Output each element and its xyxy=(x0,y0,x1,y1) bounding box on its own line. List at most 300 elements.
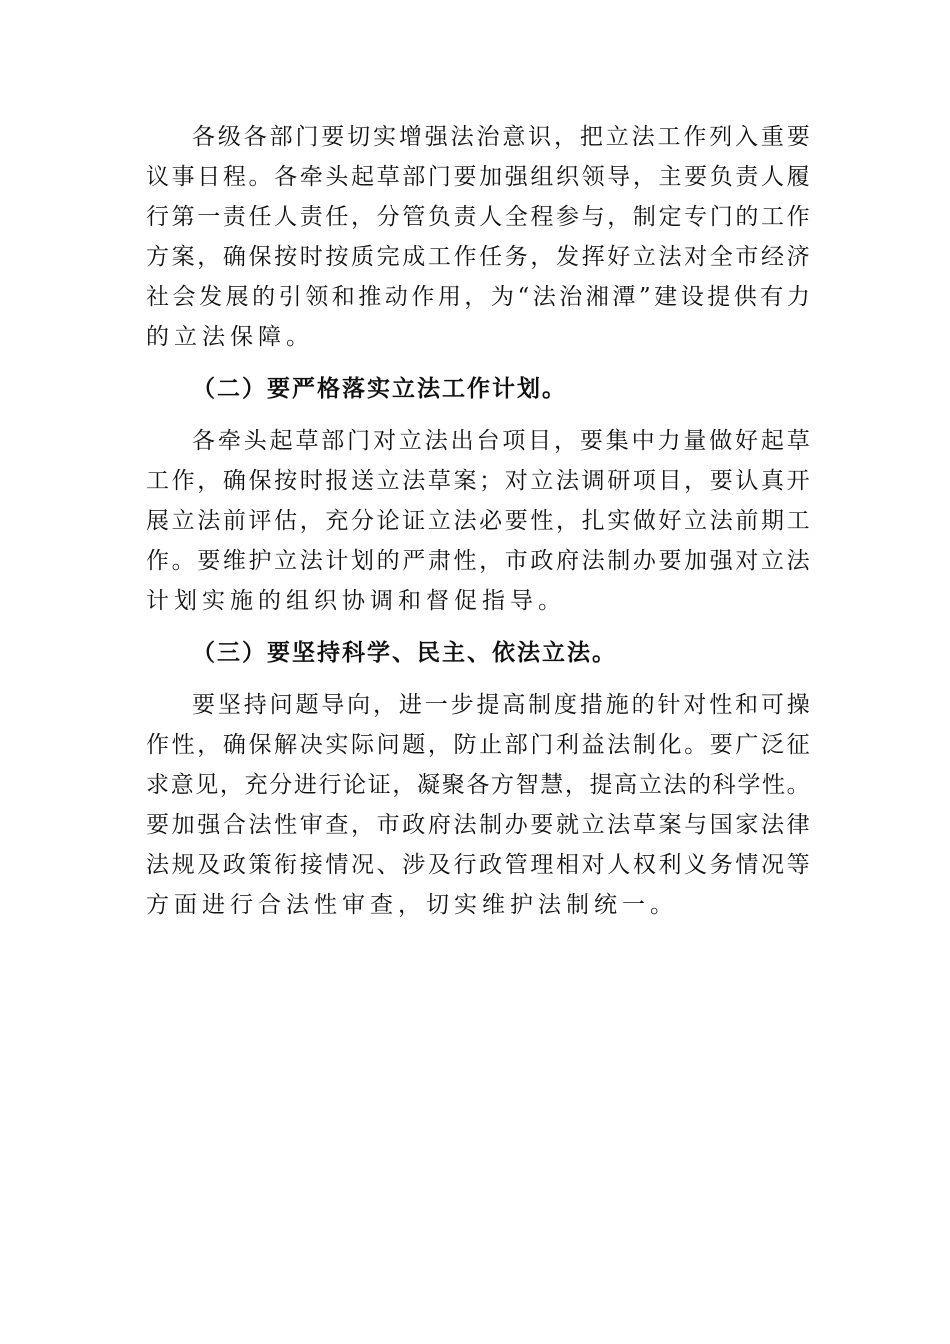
text-char: 市 xyxy=(504,548,528,574)
text-char: 泛 xyxy=(761,732,784,758)
text-char: 案 xyxy=(453,468,477,494)
text-char: 好 xyxy=(735,428,759,454)
section-heading-3: （三）要坚持科学、民主、依法立法。 xyxy=(192,639,617,666)
text-char: 分 xyxy=(376,204,400,230)
text-char: 理 xyxy=(530,852,554,878)
text-char: 必 xyxy=(479,508,503,534)
text-char: 聚 xyxy=(441,772,465,798)
text-char: 见 xyxy=(195,772,219,798)
text-char: 要 xyxy=(321,124,345,150)
text-line: 方面进行合法性审查，切实维护法制统一。 xyxy=(146,892,678,918)
text-char: 立 xyxy=(684,508,708,534)
text-char: 务 xyxy=(709,852,733,878)
text-char: 要 xyxy=(453,164,477,190)
text-char: 要 xyxy=(786,124,810,150)
text-char: 责 xyxy=(222,204,246,230)
text-char: 起 xyxy=(269,428,293,454)
text-char: 方 xyxy=(490,772,514,798)
text-char: 实 xyxy=(607,508,631,534)
text-line xyxy=(146,237,810,277)
text-char: 智 xyxy=(515,772,539,798)
text-char: 强 xyxy=(504,164,528,190)
text-char: 操 xyxy=(786,692,810,718)
text-char: 领 xyxy=(305,284,329,310)
text-char: 增 xyxy=(398,124,422,150)
text-char: 作 xyxy=(786,204,810,230)
text-char: 门 xyxy=(427,164,451,190)
text-char: 部 xyxy=(269,124,293,150)
text-char: 利 xyxy=(658,852,682,878)
text-char: 牵 xyxy=(299,164,323,190)
text-char: 门 xyxy=(709,204,733,230)
text-char: 展 xyxy=(225,284,249,310)
text-char: 要 xyxy=(197,548,221,574)
text-char: 法 xyxy=(424,428,448,454)
text-char: 管 xyxy=(402,204,426,230)
text-char: 要 xyxy=(579,428,603,454)
text-char: 衔 xyxy=(274,852,298,878)
text-char: ， xyxy=(373,692,397,718)
text-char: 起 xyxy=(760,428,784,454)
text-char: ， xyxy=(197,244,221,270)
text-char: 性 xyxy=(453,548,477,574)
text-char: 法 xyxy=(556,468,579,494)
text-char: 权 xyxy=(632,852,656,878)
text-char: 级 xyxy=(217,124,241,150)
text-char: 行 xyxy=(453,852,477,878)
text-char: 性 xyxy=(274,812,298,838)
text-char: 法 xyxy=(786,548,810,574)
text-char: 力 xyxy=(786,284,810,310)
text-char: 立 xyxy=(638,772,662,798)
text-char: 肃 xyxy=(427,548,451,574)
text-char: 义 xyxy=(684,852,708,878)
text-char: 入 xyxy=(735,124,759,150)
text-char: 草 xyxy=(376,164,400,190)
text-char: 部 xyxy=(321,428,345,454)
text-char: 和 xyxy=(331,284,355,310)
text-char: 案 xyxy=(171,244,195,270)
text-char: 潭 xyxy=(612,284,636,310)
text-char: ； xyxy=(479,468,503,494)
text-char: 工 xyxy=(657,124,681,150)
text-line xyxy=(146,461,810,501)
text-char: 目 xyxy=(528,428,552,454)
text-line: 的立法保障。 xyxy=(146,324,314,350)
text-char: ， xyxy=(427,732,451,758)
text-char: 法 xyxy=(146,852,169,878)
text-char: 挥 xyxy=(581,244,605,270)
text-char: 主 xyxy=(658,164,682,190)
text-line xyxy=(146,725,810,765)
text-char: 提 xyxy=(707,284,731,310)
text-char: 立 xyxy=(605,124,629,150)
text-char: 针 xyxy=(657,692,681,718)
text-char: 况 xyxy=(761,852,784,878)
text-char: 人 xyxy=(274,204,298,230)
text-char: 提 xyxy=(476,692,500,718)
text-char: 完 xyxy=(376,244,400,270)
text-char: 第 xyxy=(171,204,195,230)
text-char: 办 xyxy=(632,548,656,574)
text-char: 方 xyxy=(146,244,169,270)
text-char: 量 xyxy=(683,428,707,454)
text-char: 门 xyxy=(295,124,319,150)
text-char: 对 xyxy=(683,692,707,718)
text-char: 作 xyxy=(683,124,707,150)
text-char: 责 xyxy=(453,204,477,230)
text-line xyxy=(146,117,810,157)
document-body xyxy=(146,117,810,925)
text-char: ， xyxy=(479,548,503,574)
text-char: 高 xyxy=(502,692,526,718)
text-char: 法 xyxy=(450,124,474,150)
text-char: 法 xyxy=(299,548,323,574)
text-char: 研 xyxy=(607,468,631,494)
text-char: 严 xyxy=(402,548,426,574)
text-char: ， xyxy=(554,428,578,454)
text-char: 高 xyxy=(614,772,638,798)
text-char: 工 xyxy=(761,204,784,230)
text-char: 划 xyxy=(351,548,374,574)
text-char: 广 xyxy=(735,732,759,758)
text-char: 务 xyxy=(504,244,528,270)
text-char: 性 xyxy=(530,508,554,534)
text-char: 认 xyxy=(735,468,759,494)
text-char: 领 xyxy=(581,164,605,190)
text-char: 制 xyxy=(607,548,631,574)
text-char: ” xyxy=(638,284,651,310)
text-char: 对 xyxy=(581,852,605,878)
text-char: 行 xyxy=(146,204,169,230)
text-line xyxy=(146,685,810,725)
text-char: 情 xyxy=(325,852,349,878)
text-char: 各 xyxy=(466,772,490,798)
text-char: 强 xyxy=(709,548,733,574)
text-char: 措 xyxy=(579,692,603,718)
text-char: 参 xyxy=(556,204,579,230)
text-char: 期 xyxy=(761,508,784,534)
text-char: 人 xyxy=(607,852,631,878)
text-char: 草 xyxy=(295,428,319,454)
text-char: 对 xyxy=(504,468,528,494)
text-char: 与 xyxy=(684,812,708,838)
text-char: ， xyxy=(554,124,578,150)
text-char: 项 xyxy=(502,428,526,454)
text-char: 湘 xyxy=(585,284,609,310)
text-char: 持 xyxy=(243,692,267,718)
text-char: 作 xyxy=(146,548,169,574)
text-char: 充 xyxy=(244,772,268,798)
text-char: 任 xyxy=(325,204,349,230)
text-char: 法 xyxy=(453,812,477,838)
text-char: 保 xyxy=(248,468,272,494)
text-char: 门 xyxy=(347,428,371,454)
text-char: 府 xyxy=(427,812,451,838)
text-char: 的 xyxy=(376,548,400,574)
text-char: 为 xyxy=(490,284,514,310)
text-char: 国 xyxy=(709,812,733,838)
text-char: 立 xyxy=(581,812,605,838)
text-char: ， xyxy=(219,772,243,798)
text-char: 作 xyxy=(146,732,169,758)
text-char: 全 xyxy=(709,244,733,270)
text-char: 发 xyxy=(556,244,579,270)
text-char: 问 xyxy=(269,692,293,718)
text-char: 头 xyxy=(325,164,349,190)
text-char: 立 xyxy=(632,244,656,270)
text-char: 责 xyxy=(735,164,759,190)
text-char: 社 xyxy=(146,284,169,310)
text-char: 工 xyxy=(786,508,810,534)
text-char: 作 xyxy=(453,244,477,270)
text-char: 目 xyxy=(658,468,682,494)
text-char: ， xyxy=(684,468,708,494)
text-char: 政 xyxy=(530,548,554,574)
text-char: 送 xyxy=(351,468,374,494)
text-char: 要 xyxy=(504,508,528,534)
text-char: 议 xyxy=(146,164,169,190)
text-char: 向 xyxy=(347,692,371,718)
text-char: 解 xyxy=(274,732,298,758)
text-char: 利 xyxy=(556,732,579,758)
text-char: 会 xyxy=(172,284,196,310)
text-char: 法 xyxy=(607,732,631,758)
text-char: 各 xyxy=(192,124,215,150)
text-char: 织 xyxy=(556,164,579,190)
text-char: ， xyxy=(197,468,221,494)
text-char: 立 xyxy=(427,508,451,534)
text-char: 一 xyxy=(197,204,221,230)
text-char: 有 xyxy=(760,284,784,310)
text-char: ， xyxy=(632,164,656,190)
text-char: 前 xyxy=(222,508,246,534)
text-char: 确 xyxy=(222,244,246,270)
text-char: 题 xyxy=(295,692,319,718)
text-char: 的 xyxy=(631,692,655,718)
text-char: 家 xyxy=(735,812,759,838)
text-char: 要 xyxy=(530,812,554,838)
text-char: 强 xyxy=(424,124,448,150)
text-char: 步 xyxy=(450,692,474,718)
text-char: 程 xyxy=(222,164,246,190)
text-char: 。 xyxy=(684,732,708,758)
text-char: 意 xyxy=(502,124,526,150)
text-char: 止 xyxy=(479,732,503,758)
text-char: 发 xyxy=(199,284,223,310)
text-char: 证 xyxy=(402,508,426,534)
text-char: 做 xyxy=(709,428,733,454)
text-char: 法 xyxy=(658,244,682,270)
text-char: 项 xyxy=(632,468,656,494)
text-char: ， xyxy=(351,812,374,838)
text-char: 、 xyxy=(376,852,400,878)
text-char: 证 xyxy=(367,772,391,798)
text-char: 要 xyxy=(192,692,215,718)
text-char: 要 xyxy=(146,812,169,838)
text-line xyxy=(146,805,810,845)
text-char: 部 xyxy=(504,732,528,758)
text-char: 。 xyxy=(248,164,272,190)
text-char: 可 xyxy=(760,692,784,718)
text-char: 治 xyxy=(476,124,500,150)
text-char: 意 xyxy=(170,772,194,798)
text-char: 保 xyxy=(248,244,272,270)
text-char: 加 xyxy=(171,812,195,838)
text-char: 凝 xyxy=(417,772,441,798)
text-char: 前 xyxy=(735,508,759,534)
text-char: 时 xyxy=(299,468,323,494)
text-char: 立 xyxy=(376,468,400,494)
text-char: 审 xyxy=(299,812,323,838)
paragraph-legislative-awareness xyxy=(146,117,810,357)
text-char: 开 xyxy=(786,468,810,494)
text-char: 府 xyxy=(556,548,579,574)
text-char: 学 xyxy=(737,772,761,798)
text-char: 调 xyxy=(581,468,605,494)
text-char: 识 xyxy=(528,124,552,150)
text-char: 进 xyxy=(293,772,317,798)
text-char: “ xyxy=(517,284,530,310)
text-char: 对 xyxy=(373,428,397,454)
text-char: 行 xyxy=(318,772,342,798)
text-char: 导 xyxy=(607,164,631,190)
text-char: 制 xyxy=(632,204,656,230)
text-char: 做 xyxy=(632,508,656,534)
text-char: 等 xyxy=(786,852,810,878)
text-char: 就 xyxy=(556,812,579,838)
text-char: 集 xyxy=(605,428,629,454)
text-char: ， xyxy=(197,732,221,758)
text-char: 情 xyxy=(735,852,759,878)
text-char: 部 xyxy=(402,164,426,190)
text-char: 治 xyxy=(559,284,583,310)
text-char: 市 xyxy=(376,812,400,838)
text-char: 论 xyxy=(343,772,367,798)
text-char: 中 xyxy=(631,428,655,454)
text-char: 法 xyxy=(453,508,477,534)
text-char: ， xyxy=(351,204,374,230)
text-char: 人 xyxy=(479,204,503,230)
text-line xyxy=(146,421,810,461)
text-char: 法 xyxy=(709,508,733,534)
text-char: 出 xyxy=(450,428,474,454)
text-char: 评 xyxy=(248,508,272,534)
text-char: 护 xyxy=(248,548,272,574)
text-char: 论 xyxy=(376,508,400,534)
text-char: 成 xyxy=(402,244,426,270)
text-char: 头 xyxy=(243,428,267,454)
text-char: 法 xyxy=(631,124,655,150)
text-char: 制 xyxy=(479,812,503,838)
text-char: 。 xyxy=(171,548,195,574)
text-char: 切 xyxy=(347,124,371,150)
text-char: 确 xyxy=(222,732,246,758)
text-char: 慧 xyxy=(540,772,564,798)
paragraph-implement-plan xyxy=(146,421,810,621)
text-char: 要 xyxy=(658,548,682,574)
text-char: 的 xyxy=(688,772,712,798)
text-char: 合 xyxy=(222,812,246,838)
text-line: 计划实施的组织协调和督促指导。 xyxy=(146,588,566,614)
text-char: 计 xyxy=(325,548,349,574)
text-line xyxy=(146,501,810,541)
text-char: 际 xyxy=(351,732,374,758)
text-char: 立 xyxy=(171,508,195,534)
text-char: 决 xyxy=(299,732,323,758)
text-char: 。 xyxy=(786,772,810,798)
text-char: 保 xyxy=(248,732,272,758)
text-char: 各 xyxy=(274,164,298,190)
text-char: 质 xyxy=(351,244,374,270)
text-char: 办 xyxy=(504,812,528,838)
text-char: 各 xyxy=(192,428,215,454)
text-char: 建 xyxy=(654,284,678,310)
text-char: 法 xyxy=(532,284,556,310)
text-char: 经 xyxy=(761,244,784,270)
text-char: 负 xyxy=(427,204,451,230)
text-char: 策 xyxy=(248,852,272,878)
text-char: 问 xyxy=(376,732,400,758)
text-char: 事 xyxy=(171,164,195,190)
text-char: 各 xyxy=(243,124,267,150)
text-char: 时 xyxy=(299,244,323,270)
text-line xyxy=(146,157,810,197)
text-char: ， xyxy=(530,244,554,270)
text-char: 动 xyxy=(384,284,408,310)
text-char: 人 xyxy=(761,164,784,190)
text-char: ， xyxy=(392,772,416,798)
text-char: 况 xyxy=(351,852,374,878)
text-char: ， xyxy=(299,508,323,534)
text-line xyxy=(146,765,810,805)
text-char: 法 xyxy=(761,812,784,838)
text-char: ， xyxy=(564,772,588,798)
text-char: 好 xyxy=(607,244,631,270)
text-char: 工 xyxy=(427,244,451,270)
text-char: 坚 xyxy=(217,692,241,718)
text-char: 查 xyxy=(325,812,349,838)
text-char: 定 xyxy=(658,204,682,230)
text-char: 防 xyxy=(453,732,477,758)
text-char: 政 xyxy=(222,852,246,878)
text-char: 相 xyxy=(556,852,579,878)
text-char: 把 xyxy=(579,124,603,150)
text-char: 设 xyxy=(680,284,704,310)
text-char: 法 xyxy=(581,548,605,574)
text-char: 列 xyxy=(709,124,733,150)
text-char: 分 xyxy=(269,772,293,798)
text-char: 供 xyxy=(733,284,757,310)
text-char: 性 xyxy=(762,772,786,798)
text-char: 度 xyxy=(554,692,578,718)
text-char: 实 xyxy=(325,732,349,758)
text-char: 真 xyxy=(761,468,784,494)
text-char: 专 xyxy=(684,204,708,230)
text-char: 全 xyxy=(504,204,528,230)
text-char: 科 xyxy=(712,772,736,798)
text-char: 工 xyxy=(146,468,169,494)
text-char: 对 xyxy=(735,548,759,574)
text-char: 作 xyxy=(171,468,195,494)
text-char: 与 xyxy=(581,204,605,230)
text-line xyxy=(146,197,810,237)
text-char: 任 xyxy=(479,244,503,270)
text-line xyxy=(146,541,810,581)
text-char: 台 xyxy=(476,428,500,454)
text-char: 案 xyxy=(658,812,682,838)
text-char: ， xyxy=(464,284,488,310)
